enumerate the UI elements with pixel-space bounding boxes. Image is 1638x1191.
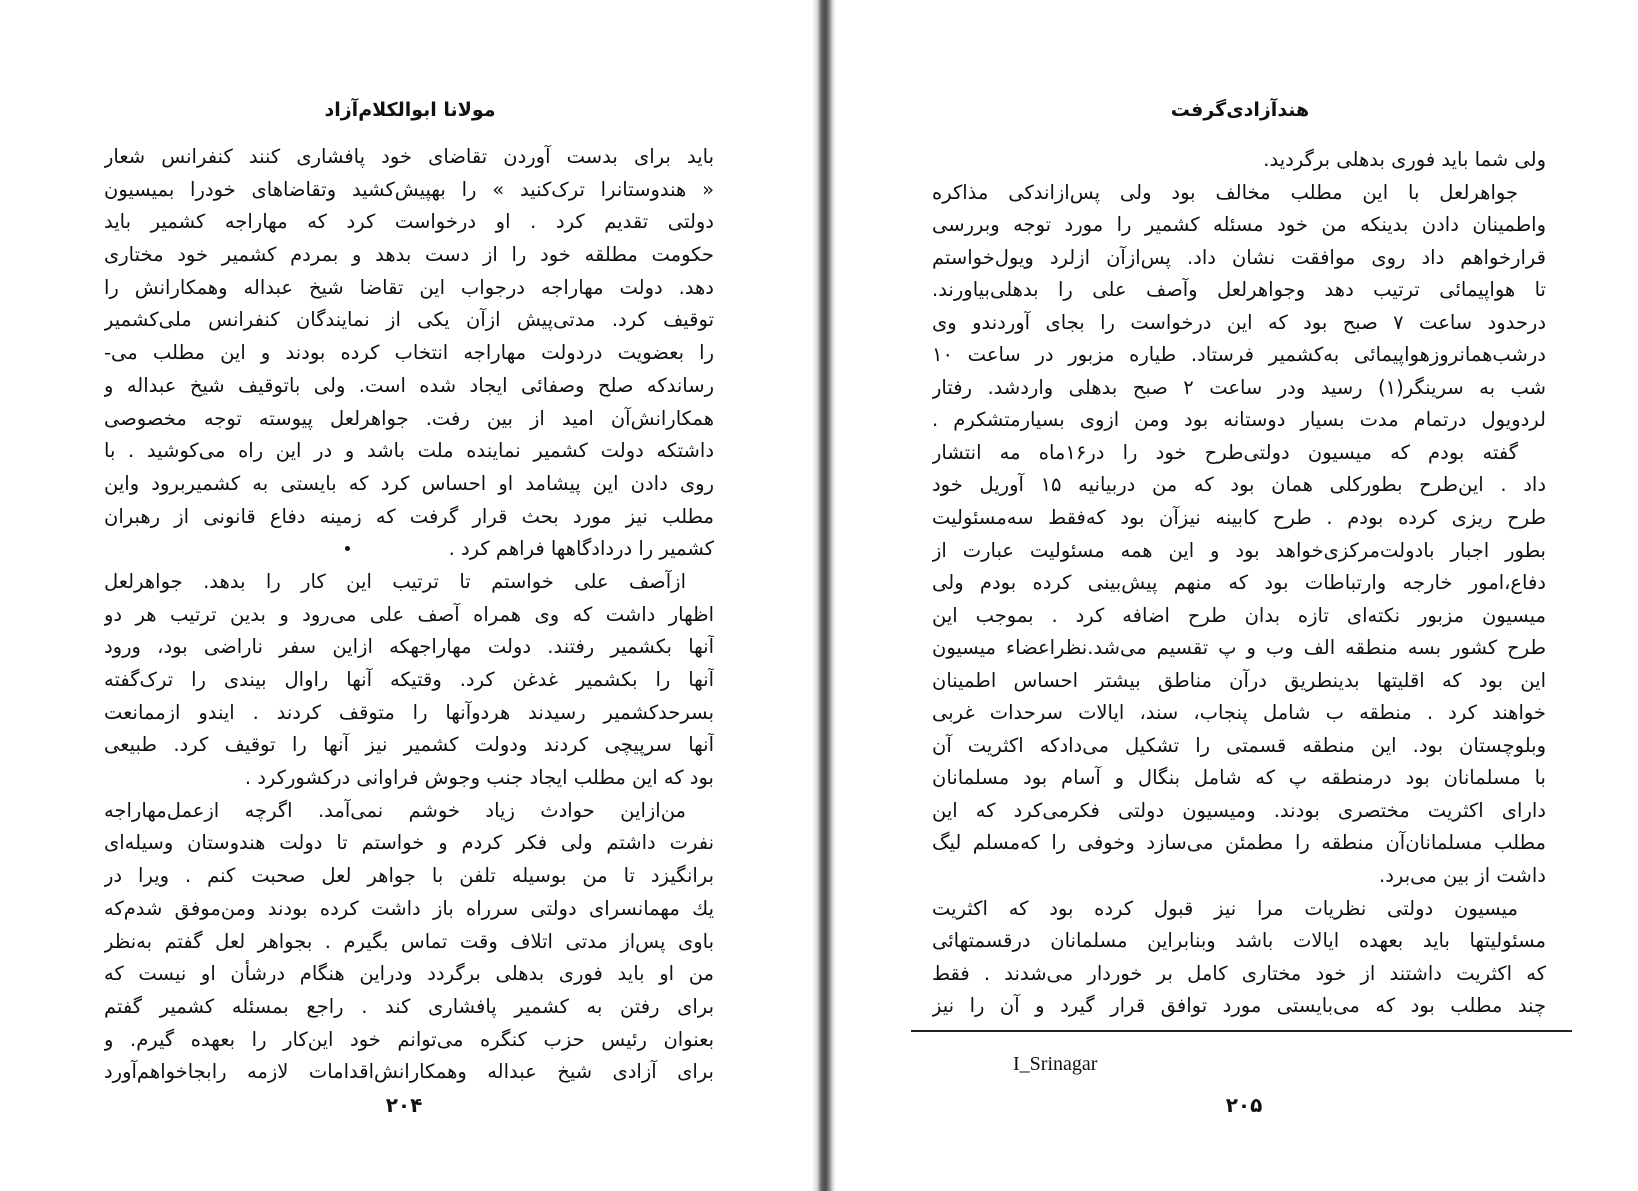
text-line: چند مطلب بود که می‌بایستی مورد توافق قرار گیرد و آن را نیز	[932, 994, 1546, 1018]
text-line: نفرت داشتم ولی فکر کردم و خواستم تا دولت هندوستان وسیله‌ای	[104, 831, 714, 855]
text-line: بسرحدکشمیر رسیدند هردوآنها را متوقف کردند . ایندو ازممانعت	[104, 700, 714, 724]
text-line: یك مهمانسرای دولتی سرراه باز داشت کرده بودند ومن‌موفق شدم‌که	[104, 896, 714, 920]
text-line: دفاع،امور خارجه وارتباطات بود که منهم پیش‌بینی کرده بودم ولی	[932, 571, 1546, 595]
text-line: با مسلمانان بود درمنطقه پ که شامل بنگال و آسام بود مسلمانان	[932, 766, 1546, 790]
text-line: خواهند کرد . منطقه ب شامل پنجاب، سند، ایالات سرحدات غربی	[932, 701, 1546, 725]
text-line: اظهار داشت که وی همراه آصف علی می‌رود و بدین ترتیب هر دو	[104, 602, 714, 626]
text-line: قرارخواهم داد روی موافقت نشان داد. پس‌ازآن ازلرد ویول‌خواستم	[932, 245, 1546, 269]
text-line: بود که این مطلب ایجاد جنب وجوش فراوانی درکشورکرد .	[244, 766, 714, 790]
text-line: داد . این‌طرح بطورکلی همان بود که من دربیانیه ۱۵ آوریل خود	[932, 473, 1546, 497]
book-gutter	[812, 0, 836, 1191]
text-line: گفته بودم که میسیون دولتی‌طرح خود را در۱۶ماه مه انتشار	[932, 440, 1518, 464]
footnote: I_Srinagar	[1013, 1053, 1098, 1075]
text-line: آنها بکشمیر رفتند. دولت مهاراجهکه ازاین سفر ناراضی بود، ورود	[104, 635, 714, 659]
text-line: را بعضویت دردولت مهاراجه انتخاب کرده بودند و این مطلب می-	[104, 341, 714, 365]
text-line: رساندکه صلح وصفائی ایجاد شده است. ولی باتوقیف شیخ عبداله و	[104, 373, 714, 397]
ink-spot	[345, 546, 350, 551]
text-line: مسئولیتها باید بعهده ایالات باشد وبنابراین مسلمانان درقسمتهائی	[932, 929, 1546, 953]
text-line: مطلب نیز مورد بحث قرار گرفت که زمینه دفاع قانونی از رهبران	[104, 504, 714, 528]
text-line: ازآصف علی خواستم تا ترتیب این کار را بدهد. جواهرلعل	[104, 569, 686, 593]
text-line: که اکثریت داشتند از خود مختاری کامل بر خوردار می‌شدند . فقط	[932, 961, 1546, 985]
right-page-number: ۲۰۵	[1225, 1093, 1263, 1117]
left-page-header: مولانا ابوالکلام‌آزاد	[324, 99, 496, 121]
text-line: من‌ازاین حوادث زیاد خوشم نمی‌آمد. اگرچه ازعمل‌مهاراجه	[104, 798, 686, 822]
left-page-number: ۲۰۴	[385, 1093, 423, 1117]
text-line: آنها را بکشمیر غدغن کرد. وقتیکه آنها راوال بیندی را ترک‌گفته	[104, 668, 714, 691]
left-page-body	[104, 141, 714, 1089]
text-line: مطلب مسلمانان‌آن منطقه را مطمئن می‌سازد وخوفی را که‌مسلم لیگ	[932, 831, 1546, 855]
text-line: آنها سرپیچی کردند ودولت کشمیر نیز آنها را توقیف کرد. طبیعی	[104, 733, 714, 757]
text-line: طرح کشور بسه منطقه الف وب و پ تقسیم می‌شد.نظراعضاء میسیون	[932, 636, 1546, 660]
text-line: دارای اکثریت مختصری بودند. ومیسیون دولتی فکرمی‌کرد که این	[932, 798, 1546, 822]
text-line: وبلوچستان بود. این منطقه قسمتی را تشکیل می‌دادکه اکثریت آن	[932, 733, 1546, 757]
text-line: برای رفتن به کشمیر پافشاری کند . راجع بمسئله کشمیر گفتم	[104, 994, 714, 1018]
text-line: داشت از بین می‌برد.	[1379, 864, 1546, 888]
text-line: برانگیزد تا من بوسیله تلفن با جواهر لعل صحبت کنم . ویرا در	[104, 864, 714, 888]
text-line: میسیون دولتی نظریات مرا نیز قبول کرده بود که اکثریت	[932, 896, 1518, 920]
text-line: همکارانش‌آن امید از بین رفت. جواهرلعل پیوسته توجه مخصوصی	[104, 406, 714, 430]
text-line: « هندوستانرا ترک‌کنید » را بهپیش‌کشید وتقاضاهای خودرا بمیسیون	[104, 177, 714, 201]
right-page-body	[932, 144, 1546, 1023]
text-line: طرح ریزی کرده بودم . طرح کابینه نیزآن بود که‌فقط سه‌مسئولیت	[932, 506, 1546, 530]
text-line: برای آزادی شیخ عبداله وهمکارانش‌اقدامات لازمه رابجاخواهم‌آورد	[104, 1060, 714, 1084]
text-line: لردویول درتمام مدت بسیار دوستانه بود ومن ازوی بسیارمتشکرم .	[932, 408, 1546, 432]
text-line: درحدود ساعت ۷ صبح بود که این درخواست را بجای آوردندو وی	[932, 310, 1546, 334]
text-line: توقیف کرد. مدتی‌پیش ازآن یکی از نمایندگان کنفرانس ملی‌کشمیر	[104, 308, 714, 332]
text-line: میسیون مزبور نکته‌ای تازه بدان طرح اضافه کرد . بموجب این	[932, 603, 1546, 627]
right-page-header: هندآزادی‌گرفت	[1170, 99, 1310, 121]
text-line: شب به سرینگر(۱) رسید ودر ساعت ۲ صبح بدهلی واردشد. رفتار	[932, 375, 1546, 399]
text-line: داشتکه دولت کشمیر نماینده ملت باشد و در این راه می‌کوشید . با	[104, 439, 714, 463]
text-line: حکومت مطلقه خود را از دست بدهد و بمردم کشمیر خود مختاری	[104, 243, 714, 267]
text-line: واطمینان دادن بدینکه من خود مسئله کشمیر را مورد توجه وبررسی	[932, 213, 1546, 237]
text-line: دولتی تقدیم کرد . او درخواست کرد که مهاراجه کشمیر باید	[104, 210, 714, 234]
text-line: من او باید فوری بدهلی برگردد ودراین هنگام درشأن او نیست که	[104, 962, 714, 986]
text-line: کشمیر را دردادگاهها فراهم کرد .	[448, 537, 714, 561]
footnote-rule	[911, 1030, 1572, 1032]
text-line: روی دادن این پیشامد او احساس کرد که بایستی به کشمیربرود واین	[104, 471, 714, 495]
text-line: بعنوان رئیس حزب کنگره می‌توانم خود این‌کار را بعهده گیرم. و	[104, 1027, 714, 1051]
text-line: تا هواپیمائی ترتیب دهد وجواهرلعل وآصف علی را بدهلی‌بیاورند.	[932, 278, 1546, 302]
text-line: جواهرلعل با این مطلب مخالف بود ولی پس‌ازاندکی مذاکره	[932, 180, 1518, 204]
text-line: دهد. دولت مهاراجه درجواب این تقاضا شیخ عبداله وهمکارانش را	[104, 275, 714, 299]
text-line: ولی شما باید فوری بدهلی برگردید.	[1263, 148, 1546, 171]
text-line: باوی پس‌از مدتی اتلاف وقت تماس بگیرم . بجواهر لعل گفتم به‌نظر	[104, 929, 714, 953]
text-line: این بود که اقلیتها بدینطریق درآن مناطق بیشتر احساس اطمینان	[932, 668, 1546, 692]
text-line: بطور اجبار بادولت‌مرکزی‌خواهد بود و این همه مسئولیت عبارت از	[932, 538, 1546, 562]
text-line: درشب‌همانروزهواپیمائی به‌کشمیر فرستاد. طیاره مزبور در ساعت ۱۰	[932, 343, 1546, 367]
text-line: باید برای بدست آوردن تقاضای خود پافشاری کنند کنفرانس شعار	[104, 145, 714, 168]
